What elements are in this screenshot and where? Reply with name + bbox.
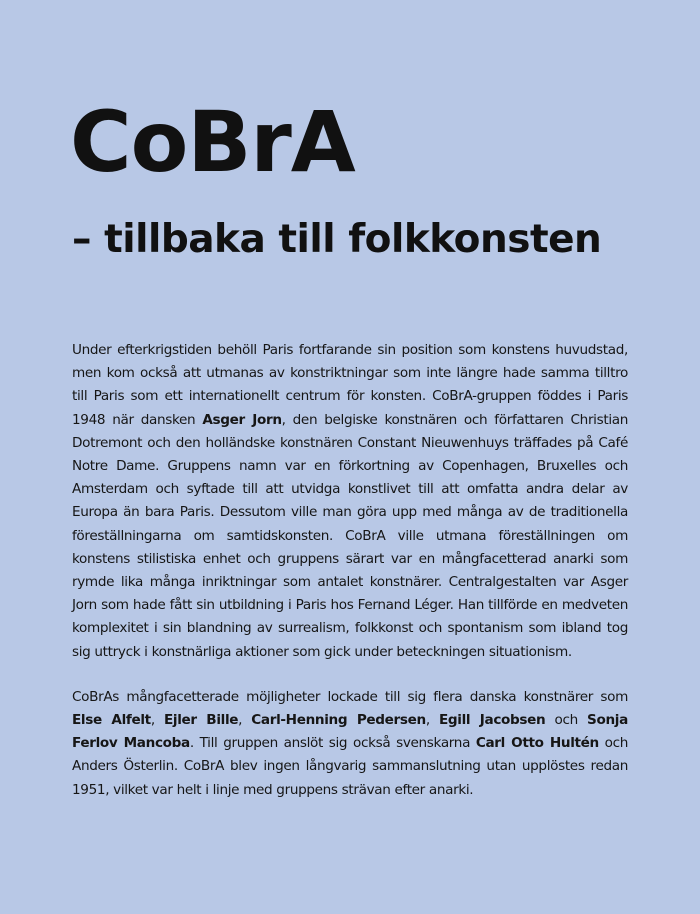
- paragraph-2: [72, 686, 628, 802]
- artist-name-ejler-bille: Ejler Bille: [163, 712, 239, 729]
- paragraph-2-text-2: . Till gruppen anslöt sig också svenskarna: [189, 735, 476, 752]
- paragraph-2-text-1: CoBrAs mångfacetterade möjligheter lockade till sig flera danska konstnärer som: [72, 688, 628, 705]
- separator: ,: [150, 712, 164, 729]
- page-title: CoBrA: [70, 93, 355, 191]
- artist-name-else-alfelt: Else Alfelt: [72, 712, 151, 729]
- paragraph-1-text-1: Under efterkrigstiden behöll Paris fortfarande sin position som konstens huvudstad, men kom också att utmanas av konstriktningar som inte längre hade samma tilltro till Paris som ett internationellt centrum för konsten. CoBrA-gruppen föddes i Paris 1948 när dansken: [72, 342, 628, 428]
- separator: och: [545, 712, 588, 729]
- article-body: [72, 339, 628, 802]
- separator: ,: [425, 712, 439, 729]
- artist-name-sonja-ferlov-mancoba: Sonja Ferlov Mancoba: [72, 712, 628, 752]
- paragraph-1-text-2: , den belgiske konstnären och författaren Christian Dotremont och den holländske konstnären Constant Nieuwenhuys träffades på Café Notre Dame. Gruppens namn var en förkortning av Copenhagen, Bruxelles och Amsterdam och syftade till att utvidga konstlivet till att omfatta andra delar av Europa än bara Paris. Dessutom ville man göra upp med många av de traditionella föreställningarna om samtidskonsten. CoBrA ville utmana föreställningen om konstens stilistiska enhet och gruppens särart var en mångfacetterad anarki som rymde lika många inriktningar som antalet konstnärer. Centralgestalten var Asger Jorn som hade fått sin utbildning i Paris hos Fernand Léger. Han tillförde en medveten komplexitet i sin blandning av surrealism, folkkonst och spontanism som ibland tog sig uttryck i konstnärliga aktioner som gick under beteckningen situationism.: [72, 411, 628, 660]
- paragraph-1: [72, 339, 628, 664]
- artist-name-asger-jorn: Asger Jorn: [202, 411, 282, 428]
- artist-name-carl-henning-pedersen: Carl-Henning Pedersen: [251, 712, 426, 729]
- artist-name-carl-otto-hulten: Carl Otto Hultén: [475, 735, 599, 752]
- page-subtitle: – tillbaka till folkkonsten: [72, 217, 602, 262]
- separator: ,: [238, 712, 252, 729]
- paragraph-2-text-3: och Anders Österlin. CoBrA blev ingen långvarig sammanslutning utan upplöstes redan 1951, vilket var helt i linje med gruppens strävan efter anarki.: [72, 735, 629, 798]
- artist-name-egill-jacobsen: Egill Jacobsen: [438, 712, 546, 729]
